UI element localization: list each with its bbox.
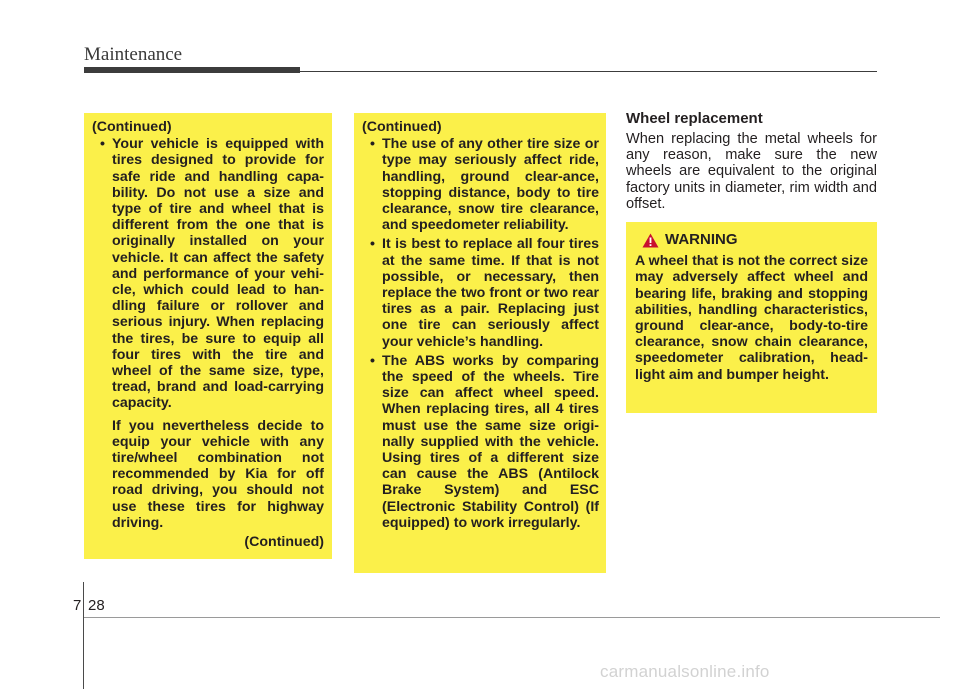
bullet-item: [362, 353, 599, 531]
bullet-item: [92, 136, 324, 411]
bullet-dot: •: [100, 136, 105, 153]
watermark: carmanualsonline.info: [600, 662, 770, 681]
header-rule: [300, 71, 877, 72]
continued-label-top: (Continued): [362, 119, 442, 135]
panel-paragraph: If you nevertheless decide to equip your vehicle with any tire/wheel combination not recommended by Kia for off road driving, you should not use these tires for highway driving.: [112, 417, 324, 531]
warning-text: A wheel that is not the correct size may adversely affect wheel and bearing life, braking and stopping abilities, handling characteristics, ground clear-ance, body-to-tire clearance, snow chain clearance, speedometer calibration, head-light aim and bumper height.: [635, 253, 868, 383]
page-header-title: Maintenance: [84, 44, 183, 65]
bullet-dot: •: [370, 236, 375, 253]
bullet-dot: •: [370, 352, 375, 369]
page-number: 28: [88, 597, 105, 614]
bullet-text: The use of any other tire size or type may seriously affect ride, handling, ground clear-ance, stopping distance, body to tire clearance, snow tire clearance, and speedometer reliability.: [382, 136, 599, 234]
section-body: When replacing the metal wheels for any reason, make sure the new wheels are equivalent to the original factory units in diameter, rim width and offset.: [626, 131, 877, 212]
bullet-item: [362, 236, 599, 349]
bullet-dot: •: [370, 136, 375, 153]
continued-label-bottom: (Continued): [244, 534, 324, 551]
bullet-text: Your vehicle is equipped with tires designed to provide for safe ride and handling capa-bility. Do not use a size and type of tire and wheel that is different from the one that is originally installed on your vehicle. It can affect the safety and performance of your vehi-cle, which could lead to han-dling failure or rollover and serious injury. When replacing the tires, be sure to equip all four tires with the tire and wheel of the same size, type, tread, brand and load-carrying capacity.: [112, 136, 324, 412]
caution-panel-left: [84, 113, 332, 559]
section-title: Wheel replacement: [626, 110, 763, 127]
continued-label-top: (Continued): [92, 119, 172, 135]
warning-title: WARNING: [665, 231, 738, 248]
warning-box: [626, 222, 877, 413]
bullet-item: [362, 136, 599, 233]
bullet-text: It is best to replace all four tires at the same time. If that is not possible, or necessary, then replace the two front or two rear tires as a pair. Replacing just one tire can seriously affect your vehicle’s handling.: [382, 236, 599, 350]
header-bar: [84, 67, 300, 73]
footer-vertical-rule: [83, 582, 84, 689]
warning-header: [642, 232, 868, 248]
bullet-text: The ABS works by comparing the speed of the wheels. Tire size can affect wheel speed. When replacing tires, all 4 tires must use the same size origi-nally supplied with the vehicle. Using tires of a different size can cause the ABS (Antilock Brake System) and ESC (Electronic Stability Control) (If equipped) to work irregularly.: [382, 352, 599, 531]
caution-panel-middle: [354, 113, 606, 573]
chapter-number: 7: [73, 597, 82, 614]
warning-triangle-icon: [642, 233, 659, 248]
footer-rule: [84, 617, 940, 618]
